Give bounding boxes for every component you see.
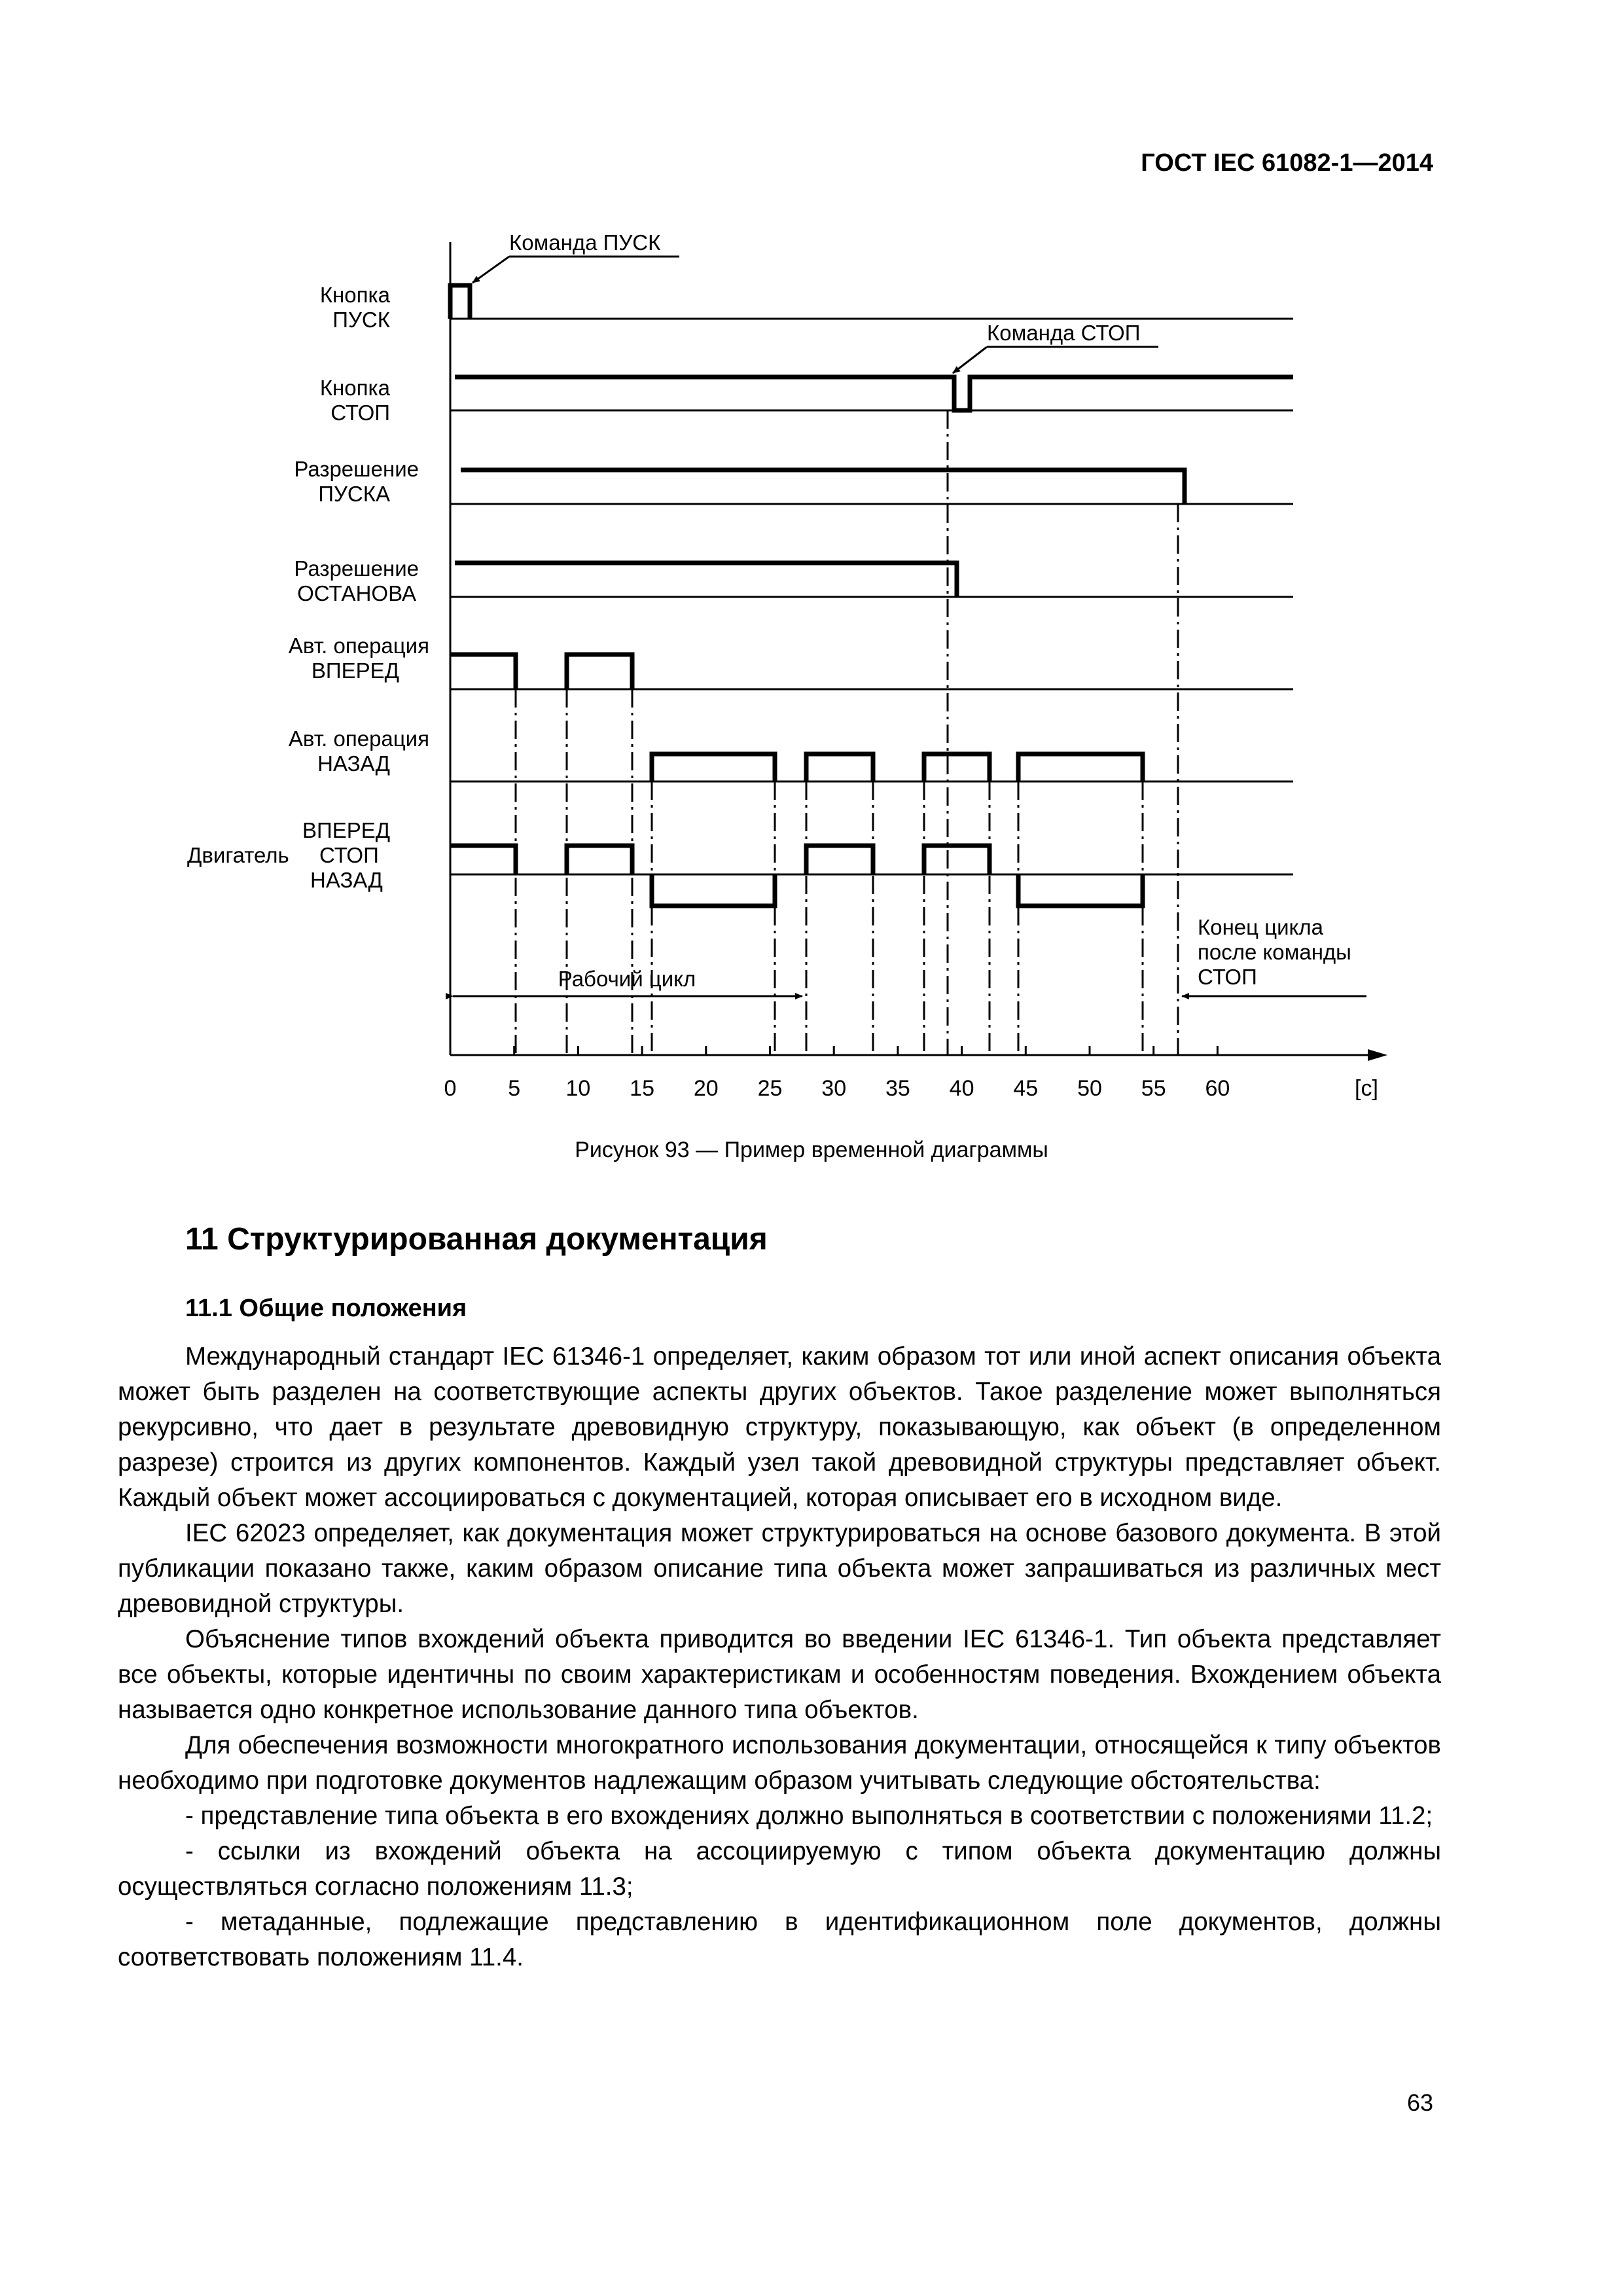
axis-tick-label: 5 bbox=[508, 1076, 521, 1101]
timing-diagram bbox=[0, 0, 1623, 1126]
motor-waveform bbox=[450, 846, 1143, 906]
reference-lines bbox=[516, 410, 1178, 1055]
figure-caption: Рисунок 93 — Пример временной диаграммы bbox=[575, 1138, 1048, 1162]
motor-labels bbox=[187, 818, 390, 892]
start-command-label: Команда ПУСК bbox=[509, 230, 661, 255]
axis-tick-label: 35 bbox=[885, 1076, 910, 1101]
body-text bbox=[118, 1339, 1441, 1975]
signal-baselines bbox=[450, 319, 1293, 874]
axis-tick-label: 25 bbox=[757, 1076, 783, 1101]
motor-state-backward: НАЗАД bbox=[310, 868, 383, 892]
time-axis-ticks bbox=[450, 1046, 1217, 1055]
stop-command-callout bbox=[953, 321, 1158, 373]
auto-backward-waveform bbox=[652, 754, 1143, 781]
page-number: 63 bbox=[1406, 2089, 1433, 2116]
axis-tick-label: 30 bbox=[821, 1076, 847, 1101]
subsection-title: 11.1 Общие положения bbox=[185, 1295, 467, 1322]
list-item: - ссылки из вхождений объекта на ассоциируемую с типом объекта документацию должны осуществляться согласно положениям 11.3; bbox=[118, 1837, 1441, 1901]
motor-state-stop: СТОП bbox=[319, 843, 379, 867]
signal-label-stop-permission: Разрешение ОСТАНОВА bbox=[294, 556, 419, 605]
signal-label-auto-backward: Авт. операция НАЗАД bbox=[288, 726, 429, 776]
list-item: - представление типа объекта в его вхождениях должно выполняться в соответствии с положениями 11.2; bbox=[185, 1802, 1433, 1830]
list-item: - метаданные, подлежащие представлению в идентификационном поле документов, должны соответствовать положениям 11.4. bbox=[118, 1908, 1441, 1971]
section-title: 11 Структурированная документация bbox=[185, 1222, 768, 1257]
axis-tick-label: 15 bbox=[630, 1076, 655, 1101]
paragraph: Международный стандарт IEC 61346-1 определяет, каким образом тот или иной аспект описания объекта может быть разделен на соответствующие аспекты других объектов. Такое разделение может выполняться рекурсивно, что дает в результате древовидную структуру, показывающую, как объект (в определенном разрезе) строится из других компонентов. Каждый узел такой древовидной структуры представляет объект. Каждый объект может ассоциироваться с документацией, которая описывает его в исходном виде. bbox=[118, 1342, 1441, 1512]
axis-tick-label: 45 bbox=[1013, 1076, 1039, 1101]
start-command-callout bbox=[473, 230, 679, 283]
axis-tick-label: 40 bbox=[949, 1076, 974, 1101]
start-button-waveform bbox=[450, 285, 470, 319]
work-cycle-label: Рабочий цикл bbox=[558, 967, 696, 991]
motor-label: Двигатель bbox=[187, 843, 289, 867]
stop-permission-waveform bbox=[455, 563, 957, 597]
standard-header: ГОСТ IEC 61082-1—2014 bbox=[1141, 149, 1433, 177]
auto-forward-waveform bbox=[450, 655, 632, 689]
signal-label-start-button: Кнопка ПУСК bbox=[319, 283, 390, 332]
axis-tick-label: 0 bbox=[444, 1076, 457, 1101]
signal-label-auto-forward: Авт. операция ВПЕРЕД bbox=[288, 634, 429, 683]
axis-tick-label: 55 bbox=[1141, 1076, 1166, 1101]
signal-label-start-permission: Разрешение ПУСКА bbox=[294, 457, 419, 506]
paragraph: Для обеспечения возможности многократного использования документации, относящейся к типу объектов необходимо при подготовке документов надлежащим образом учитывать следующие обстоятельства: bbox=[118, 1731, 1441, 1795]
time-axis-tick-labels bbox=[444, 1076, 1230, 1101]
start-permission-waveform bbox=[461, 470, 1185, 504]
stop-command-label: Команда СТОП bbox=[987, 321, 1141, 345]
signal-label-stop-button: Кнопка СТОП bbox=[319, 376, 390, 425]
axis-tick-label: 10 bbox=[565, 1076, 591, 1101]
end-cycle-label: Конец цикла после команды СТОП bbox=[1198, 915, 1351, 989]
time-axis-unit: [с] bbox=[1355, 1076, 1378, 1101]
signal-labels bbox=[289, 283, 429, 776]
axis-tick-label: 60 bbox=[1205, 1076, 1230, 1101]
axis-tick-label: 20 bbox=[693, 1076, 719, 1101]
paragraph: Объяснение типов вхождений объекта приводится во введении IEC 61346-1. Тип объекта представляет все объекты, которые идентичны по своим характеристикам и особенностям поведения. Вхождением объекта называется одно конкретное использование данного типа объектов. bbox=[118, 1625, 1441, 1724]
work-cycle-span bbox=[453, 967, 802, 996]
axis-tick-label: 50 bbox=[1077, 1076, 1102, 1101]
motor-state-forward: ВПЕРЕД bbox=[302, 818, 391, 842]
stop-button-waveform bbox=[455, 377, 1293, 410]
paragraph: IEC 62023 определяет, как документация может структурироваться на основе базового документа. В этой публикации показано также, каким образом описание типа объекта может запрашиваться из различных мест древовидной структуры. bbox=[118, 1519, 1441, 1618]
end-cycle-callout bbox=[1182, 915, 1366, 996]
time-axis-arrow bbox=[1368, 1049, 1387, 1061]
